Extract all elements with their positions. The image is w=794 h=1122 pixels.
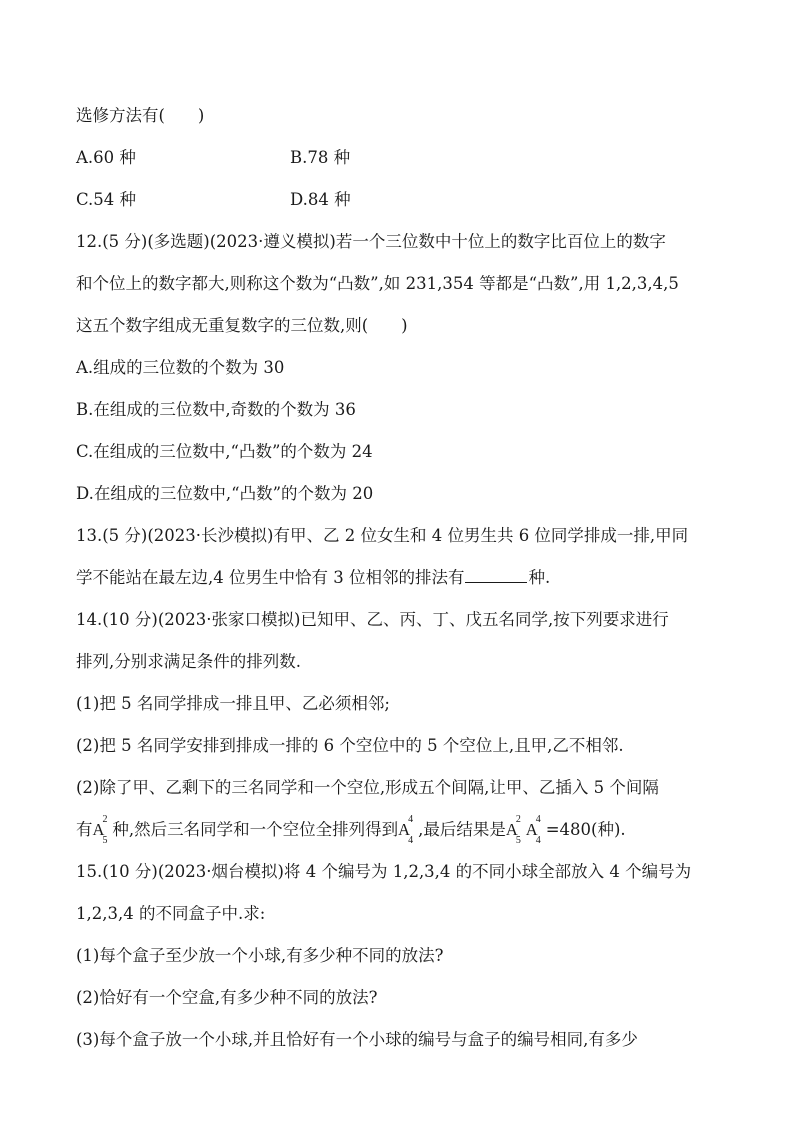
perm-sup: 4 <box>535 814 541 825</box>
q11-options-row-1 <box>76 146 351 170</box>
q14-stem-line-2: 排列,分别求满足条件的排列数. <box>76 652 301 671</box>
q13-stem-line-2 <box>76 566 550 590</box>
perm-sup: 2 <box>515 814 521 825</box>
q12-option-a: A.组成的三位数的个数为 30 <box>76 358 285 377</box>
perm-sub: 5 <box>515 835 521 846</box>
q14-sol-text-3: ,最后结果是 <box>418 820 506 839</box>
q11-option-d: D.84 种 <box>290 190 351 209</box>
q15-stem-line-2: 1,2,3,4 的不同盒子中.求: <box>76 904 266 923</box>
q11-options-row-2 <box>76 188 351 212</box>
perm-sub: 5 <box>102 835 108 846</box>
perm-symbol: A <box>398 820 411 839</box>
q15-part-1: (1)每个盒子至少放一个小球,有多少种不同的放法? <box>76 946 444 965</box>
q14-solution-line-1: (2)除了甲、乙剩下的三名同学和一个空位,形成五个间隔,让甲、乙插入 5 个间隔 <box>76 778 659 797</box>
q11-stem-tail: 选修方法有( ) <box>76 106 205 125</box>
permutation-a-5-2 <box>92 814 113 846</box>
q12-stem-line-2: 和个位上的数字都大,则称这个数为“凸数”,如 231,354 等都是“凸数”,用 1,2,3,4,5 <box>76 274 679 293</box>
permutation-a-4-4 <box>525 814 546 846</box>
perm-symbol: A <box>505 820 518 839</box>
q15-part-3: (3)每个盒子放一个小球,并且恰好有一个小球的编号与盒子的编号相同,有多少 <box>76 1030 638 1049</box>
perm-sub: 4 <box>408 835 414 846</box>
q14-part-1: (1)把 5 名同学排成一排且甲、乙必须相邻; <box>76 694 390 713</box>
q13-text-after-blank: 种. <box>528 568 551 587</box>
q12-option-c: C.在组成的三位数中,“凸数”的个数为 24 <box>76 442 373 461</box>
perm-symbol: A <box>92 820 105 839</box>
q15-part-2: (2)恰好有一个空盒,有多少种不同的放法? <box>76 988 378 1007</box>
q11-option-a: A.60 种 <box>76 148 136 167</box>
perm-sup: 2 <box>102 814 108 825</box>
permutation-a-5-2 <box>505 814 526 846</box>
q14-stem-line-1: 14.(10 分)(2023·张家口模拟)已知甲、乙、丙、丁、戊五名同学,按下列要求进行 <box>76 610 669 629</box>
q13-answer-blank <box>465 566 527 583</box>
perm-sup: 4 <box>408 814 414 825</box>
permutation-a-4-4 <box>398 814 418 846</box>
q13-text-before-blank: 学不能站在最左边,4 位男生中恰有 3 位相邻的排法有 <box>76 568 465 587</box>
q14-sol-text-1: 有 <box>76 820 93 839</box>
q13-stem-line-1: 13.(5 分)(2023·长沙模拟)有甲、乙 2 位女生和 4 位男生共 6 位同学排成一排,甲同 <box>76 526 689 545</box>
q14-solution-line-2 <box>76 814 626 846</box>
q12-stem-line-3: 这五个数字组成无重复数字的三位数,则( ) <box>76 316 408 335</box>
q15-stem-line-1: 15.(10 分)(2023·烟台模拟)将 4 个编号为 1,2,3,4 的不同小球全部放入 4 个编号为 <box>76 862 692 881</box>
q11-option-c: C.54 种 <box>76 190 137 209</box>
q12-option-b: B.在组成的三位数中,奇数的个数为 36 <box>76 400 356 419</box>
q14-part-2: (2)把 5 名同学安排到排成一排的 6 个空位中的 5 个空位上,且甲,乙不相邻. <box>76 736 624 755</box>
q12-stem-line-1: 12.(5 分)(多选题)(2023·遵义模拟)若一个三位数中十位上的数字比百位上的数字 <box>76 232 666 251</box>
q11-option-b: B.78 种 <box>290 148 351 167</box>
perm-sub: 4 <box>535 835 541 846</box>
q14-sol-text-2: 种,然后三名同学和一个空位全排列得到 <box>112 820 399 839</box>
q12-option-d: D.在组成的三位数中,“凸数”的个数为 20 <box>76 484 374 503</box>
perm-symbol: A <box>525 820 538 839</box>
q14-sol-text-4: =480(种). <box>545 820 626 839</box>
